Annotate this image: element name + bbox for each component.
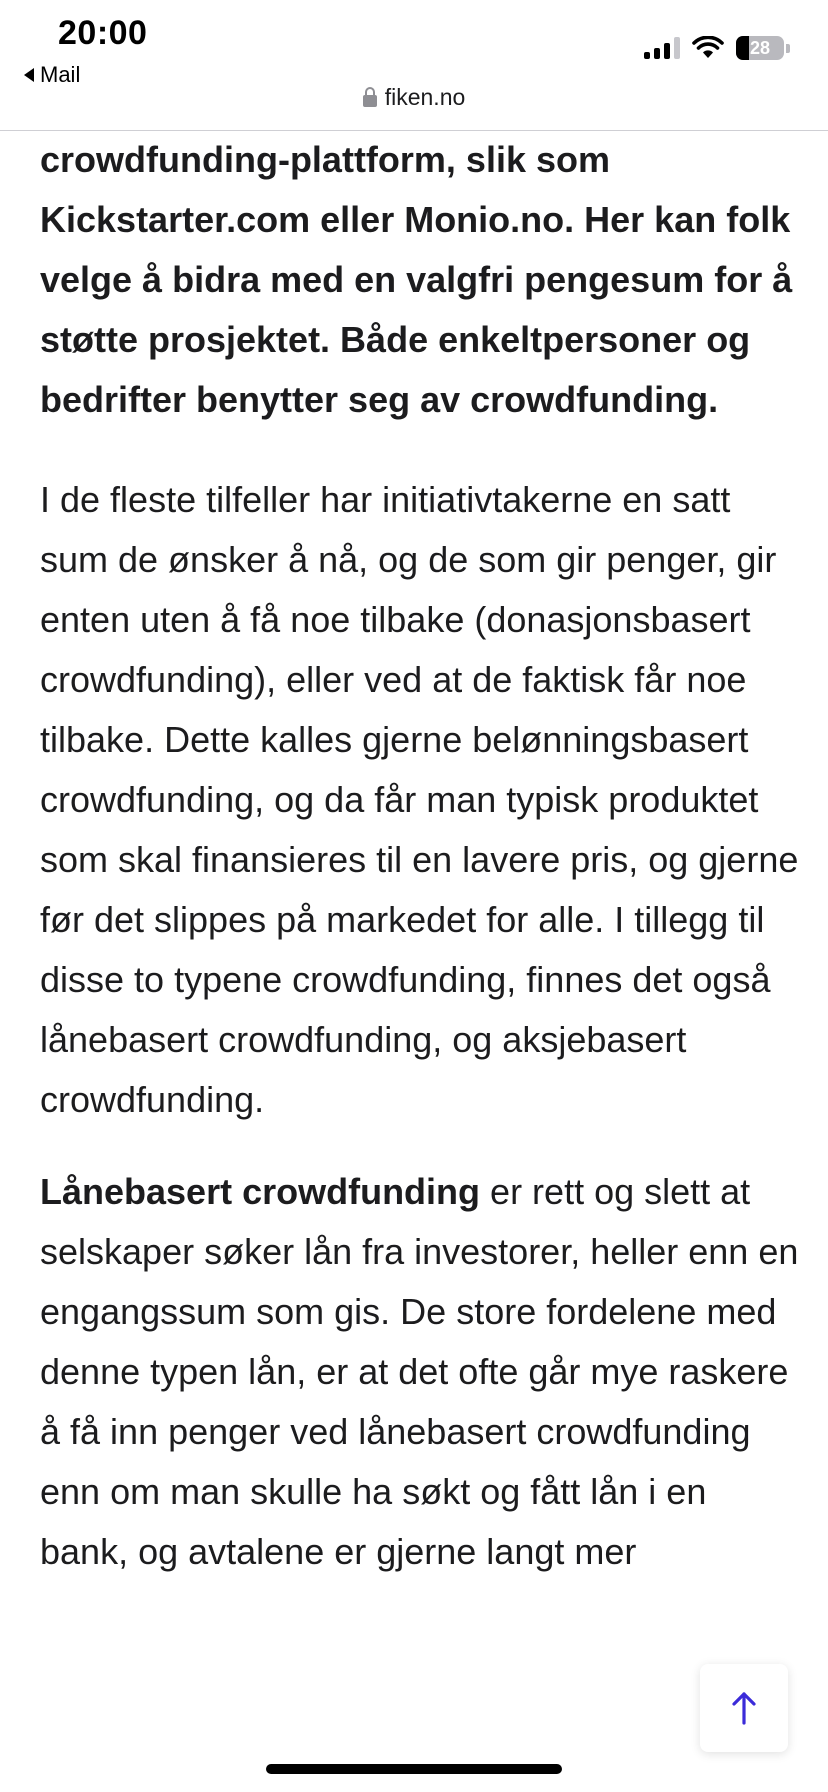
wifi-icon [692, 36, 724, 60]
status-indicators [644, 36, 790, 60]
paragraph-heading-bold: Lånebasert crowdfunding [40, 1171, 481, 1212]
scroll-to-top-button[interactable] [700, 1664, 788, 1752]
status-bar [0, 0, 828, 96]
arrow-up-icon [729, 1690, 759, 1726]
battery-icon [736, 36, 784, 60]
url-text: fiken.no [384, 84, 466, 110]
battery-cap [786, 44, 790, 53]
article-body [40, 130, 800, 1582]
body-paragraph: I de fleste tilfeller har initiativtakerne en satt sum de ønsker å nå, og de som gir penger, gir enten uten å få noe tilbake (donasjonsbasert crowdfunding), eller ved at de faktisk får noe tilbake. Dette kalles gjerne belønningsbasert crowdfunding, og da får man typisk produktet som skal finansieres til en lavere pris, og gjerne før det slippes på markedet for alle. I tillegg til disse to typene crowdfunding, finnes det også lånebasert crowdfunding, og aksjebasert crowdfunding. [40, 479, 799, 1120]
back-caret-icon [24, 68, 34, 82]
cellular-signal-icon [644, 37, 680, 59]
lead-paragraph: crowdfunding-plattform, slik som Kickstarter.com eller Monio.no. Her kan folk velge å bidra med en valgfri pengesum for å støtte prosjektet. Både enkeltpersoner og bedrifter benytter seg av crowdfunding. [40, 139, 793, 420]
battery-fill [736, 36, 749, 60]
body-paragraph-loan [40, 1162, 800, 1582]
status-time: 20:00 [58, 14, 148, 52]
address-bar [0, 84, 828, 131]
lock-icon [363, 95, 377, 107]
url-field[interactable] [363, 84, 466, 111]
battery-level: 28 [749, 37, 771, 58]
home-indicator[interactable] [266, 1764, 562, 1774]
back-link-label: Mail [40, 62, 81, 87]
back-to-mail-link[interactable] [24, 62, 80, 88]
paragraph-text: er rett og slett at selskaper søker lån fra investorer, heller enn en engangssum som gis. De store fordelene med denne typen lån, er at det ofte går mye raskere å få inn penger ved lånebasert crowdfunding enn om man skulle ha søkt og fått lån i en bank, og avtalene er gjerne langt mer [40, 1171, 799, 1572]
